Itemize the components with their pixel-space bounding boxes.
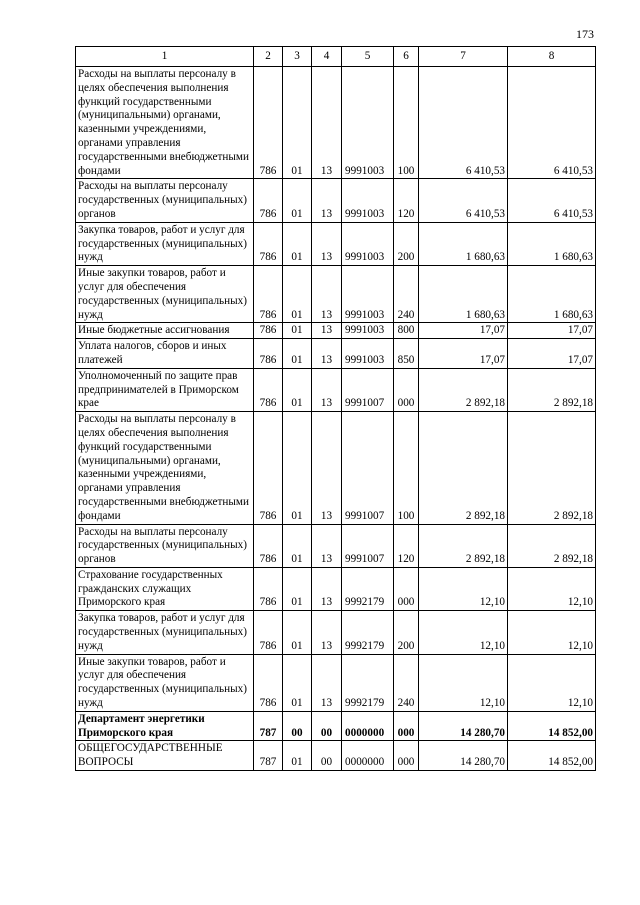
table-row [76, 611, 596, 654]
subsection-code: 13 [312, 323, 342, 339]
chapter-code: 786 [254, 524, 283, 567]
row-name: Уполномоченный по защите прав предпринимателей в Приморском крае [76, 368, 254, 411]
table-row [76, 412, 596, 524]
expense-type-code: 800 [394, 323, 419, 339]
row-name: Департамент энергетики Приморского края [76, 711, 254, 741]
amount-col8: 12,10 [508, 567, 596, 610]
col-header: 3 [283, 47, 312, 67]
section-code: 01 [283, 179, 312, 222]
row-name: Закупка товаров, работ и услуг для государственных (муниципальных) нужд [76, 611, 254, 654]
col-header: 7 [419, 47, 508, 67]
subsection-code: 13 [312, 524, 342, 567]
col-header: 4 [312, 47, 342, 67]
subsection-code: 13 [312, 67, 342, 179]
table-row [76, 567, 596, 610]
amount-col7: 14 280,70 [419, 711, 508, 741]
section-code: 01 [283, 266, 312, 323]
section-code: 01 [283, 611, 312, 654]
section-code: 01 [283, 654, 312, 711]
target-article-code: 0000000 [342, 711, 394, 741]
subsection-code: 13 [312, 179, 342, 222]
amount-col8: 6 410,53 [508, 179, 596, 222]
table-row [76, 67, 596, 179]
expense-type-code: 200 [394, 222, 419, 265]
budget-table [75, 46, 596, 771]
page-number: 173 [576, 27, 594, 41]
expense-type-code: 100 [394, 412, 419, 524]
target-article-code: 9991003 [342, 67, 394, 179]
amount-col8: 17,07 [508, 339, 596, 369]
expense-type-code: 120 [394, 179, 419, 222]
chapter-code: 786 [254, 611, 283, 654]
section-code: 01 [283, 222, 312, 265]
amount-col8: 1 680,63 [508, 266, 596, 323]
expense-type-code: 240 [394, 266, 419, 323]
table-row [76, 524, 596, 567]
section-code: 01 [283, 67, 312, 179]
row-name: Иные закупки товаров, работ и услуг для обеспечения государственных (муниципальных) нужд [76, 266, 254, 323]
section-code: 01 [283, 524, 312, 567]
table-row [76, 323, 596, 339]
row-name: Расходы на выплаты персоналу в целях обеспечения выполнения функций государственными (муниципальными) органами, казенными учреждениями, органами управления государственными внебюджетными фондами [76, 67, 254, 179]
row-name: Уплата налогов, сборов и иных платежей [76, 339, 254, 369]
amount-col7: 17,07 [419, 323, 508, 339]
chapter-code: 786 [254, 567, 283, 610]
subsection-code: 13 [312, 654, 342, 711]
row-name: Иные бюджетные ассигнования [76, 323, 254, 339]
section-code: 01 [283, 368, 312, 411]
header-row [76, 47, 596, 67]
amount-col7: 6 410,53 [419, 179, 508, 222]
table-row [76, 654, 596, 711]
table-row [76, 368, 596, 411]
row-name: Иные закупки товаров, работ и услуг для обеспечения государственных (муниципальных) нужд [76, 654, 254, 711]
amount-col8: 12,10 [508, 611, 596, 654]
col-header: 5 [342, 47, 394, 67]
expense-type-code: 100 [394, 67, 419, 179]
section-code: 01 [283, 567, 312, 610]
table-row [76, 266, 596, 323]
target-article-code: 9992179 [342, 654, 394, 711]
amount-col7: 2 892,18 [419, 412, 508, 524]
amount-col7: 2 892,18 [419, 524, 508, 567]
table-row [76, 741, 596, 771]
row-name: Расходы на выплаты персоналу в целях обеспечения выполнения функций государственными (муниципальными) органами, казенными учреждениями, органами управления государственными внебюджетными фондами [76, 412, 254, 524]
amount-col8: 14 852,00 [508, 711, 596, 741]
amount-col7: 14 280,70 [419, 741, 508, 771]
subsection-code: 13 [312, 567, 342, 610]
subsection-code: 00 [312, 711, 342, 741]
amount-col7: 12,10 [419, 567, 508, 610]
row-name: Расходы на выплаты персоналу государственных (муниципальных) органов [76, 179, 254, 222]
amount-col8: 2 892,18 [508, 412, 596, 524]
expense-type-code: 000 [394, 368, 419, 411]
target-article-code: 9992179 [342, 611, 394, 654]
target-article-code: 9991003 [342, 222, 394, 265]
chapter-code: 786 [254, 654, 283, 711]
row-name: ОБЩЕГОСУДАРСТВЕННЫЕ ВОПРОСЫ [76, 741, 254, 771]
chapter-code: 787 [254, 711, 283, 741]
subsection-code: 13 [312, 368, 342, 411]
table-row [76, 339, 596, 369]
amount-col8: 2 892,18 [508, 368, 596, 411]
subsection-code: 00 [312, 741, 342, 771]
subsection-code: 13 [312, 611, 342, 654]
row-name: Закупка товаров, работ и услуг для государственных (муниципальных) нужд [76, 222, 254, 265]
subsection-code: 13 [312, 266, 342, 323]
section-code: 01 [283, 741, 312, 771]
target-article-code: 9992179 [342, 567, 394, 610]
table-body [76, 67, 596, 771]
target-article-code: 9991007 [342, 368, 394, 411]
chapter-code: 786 [254, 266, 283, 323]
col-header: 8 [508, 47, 596, 67]
amount-col7: 12,10 [419, 654, 508, 711]
amount-col8: 17,07 [508, 323, 596, 339]
amount-col7: 17,07 [419, 339, 508, 369]
col-header: 1 [76, 47, 254, 67]
chapter-code: 787 [254, 741, 283, 771]
chapter-code: 786 [254, 323, 283, 339]
amount-col7: 1 680,63 [419, 222, 508, 265]
col-header: 2 [254, 47, 283, 67]
chapter-code: 786 [254, 222, 283, 265]
amount-col8: 6 410,53 [508, 67, 596, 179]
chapter-code: 786 [254, 339, 283, 369]
expense-type-code: 200 [394, 611, 419, 654]
table-row [76, 222, 596, 265]
amount-col8: 1 680,63 [508, 222, 596, 265]
target-article-code: 9991003 [342, 339, 394, 369]
subsection-code: 13 [312, 339, 342, 369]
amount-col7: 12,10 [419, 611, 508, 654]
expense-type-code: 240 [394, 654, 419, 711]
amount-col7: 2 892,18 [419, 368, 508, 411]
target-article-code: 0000000 [342, 741, 394, 771]
subsection-code: 13 [312, 222, 342, 265]
target-article-code: 9991007 [342, 412, 394, 524]
amount-col8: 2 892,18 [508, 524, 596, 567]
target-article-code: 9991003 [342, 179, 394, 222]
table-row [76, 179, 596, 222]
chapter-code: 786 [254, 179, 283, 222]
section-code: 01 [283, 323, 312, 339]
chapter-code: 786 [254, 412, 283, 524]
col-header: 6 [394, 47, 419, 67]
section-code: 01 [283, 339, 312, 369]
target-article-code: 9991003 [342, 323, 394, 339]
expense-type-code: 000 [394, 567, 419, 610]
amount-col7: 1 680,63 [419, 266, 508, 323]
amount-col7: 6 410,53 [419, 67, 508, 179]
expense-type-code: 120 [394, 524, 419, 567]
expense-type-code: 000 [394, 741, 419, 771]
chapter-code: 786 [254, 67, 283, 179]
row-name: Расходы на выплаты персоналу государственных (муниципальных) органов [76, 524, 254, 567]
section-code: 01 [283, 412, 312, 524]
target-article-code: 9991007 [342, 524, 394, 567]
amount-col8: 12,10 [508, 654, 596, 711]
section-code: 00 [283, 711, 312, 741]
table-row [76, 711, 596, 741]
target-article-code: 9991003 [342, 266, 394, 323]
chapter-code: 786 [254, 368, 283, 411]
amount-col8: 14 852,00 [508, 741, 596, 771]
row-name: Страхование государственных гражданских служащих Приморского края [76, 567, 254, 610]
expense-type-code: 000 [394, 711, 419, 741]
subsection-code: 13 [312, 412, 342, 524]
expense-type-code: 850 [394, 339, 419, 369]
